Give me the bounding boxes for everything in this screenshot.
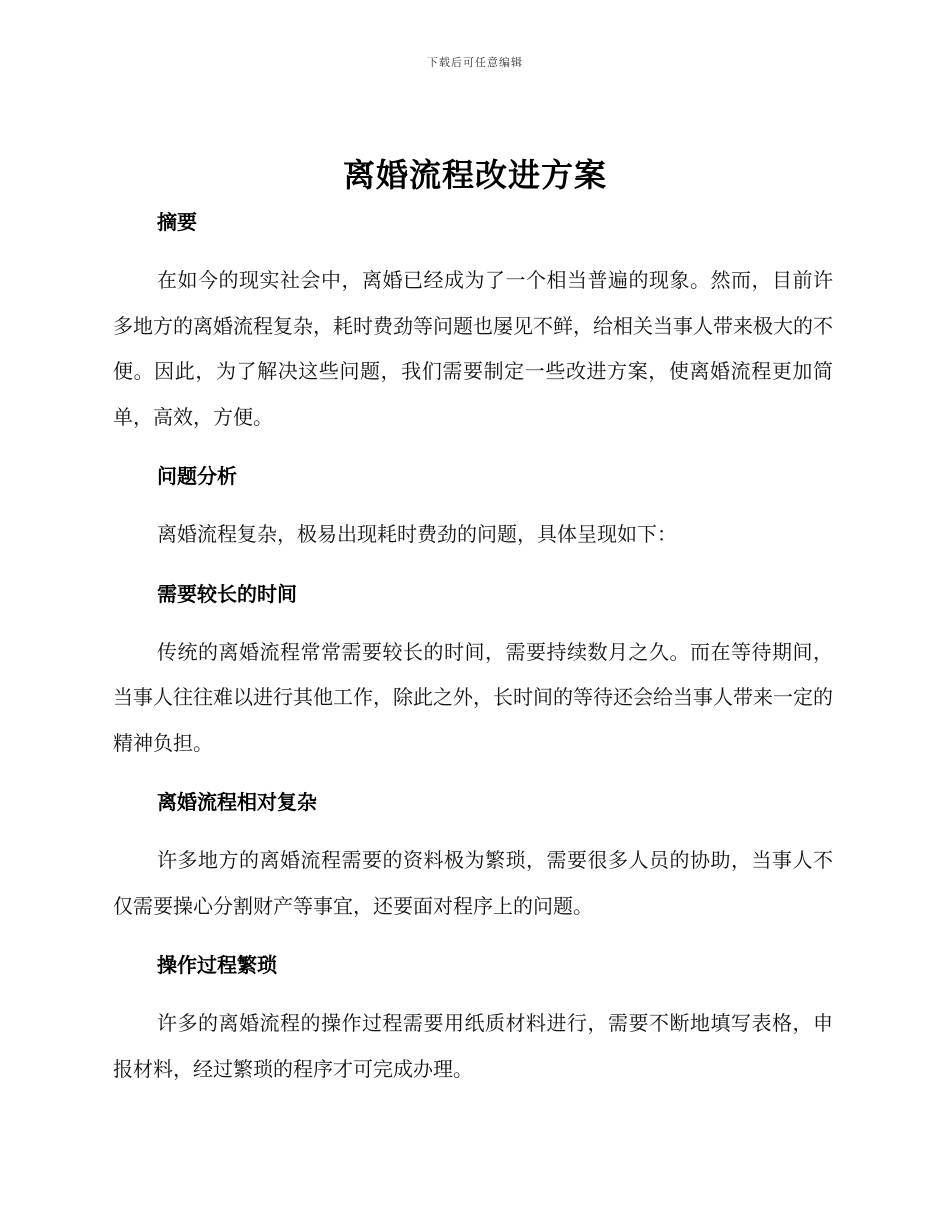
document-title: 离婚流程改进方案 [342, 156, 607, 194]
header-note: 下载后可任意编辑 [427, 56, 523, 69]
section-heading-tedious-operation: 操作过程繁琐 [157, 953, 277, 977]
section-body-abstract: 在如今的现实社会中，离婚已经成为了一个相当普遍的现象。然而，目前许多地方的离婚流程复杂，耗时费劲等问题也屡见不鲜，给相关当事人带来极大的不便。因此，为了解决这些问题，我们需要制定一些改进方案，使离婚流程更加简单，高效，方便。 [113, 268, 833, 429]
section-heading-complex-process: 离婚流程相对复杂 [157, 790, 317, 814]
section-body-long-time: 传统的离婚流程常常需要较长的时间，需要持续数月之久。而在等待期间，当事人往往难以进行其他工作，除此之外，长时间的等待还会给当事人带来一定的精神负担。 [113, 639, 833, 755]
section-heading-problem-analysis: 问题分析 [157, 464, 237, 488]
section-body-complex-process: 许多地方的离婚流程需要的资料极为繁琐，需要很多人员的协助，当事人不仅需要操心分割财产等事宜，还要面对程序上的问题。 [113, 848, 833, 918]
section-heading-long-time: 需要较长的时间 [157, 581, 297, 606]
section-body-tedious-operation: 许多的离婚流程的操作过程需要用纸质材料进行，需要不断地填写表格，申报材料，经过繁琐的程序才可完成办理。 [113, 1011, 833, 1081]
section-heading-abstract: 摘要 [157, 210, 197, 234]
document-body [113, 200, 833, 1092]
section-body-problem-analysis: 离婚流程复杂，极易出现耗时费劲的问题，具体呈现如下： [157, 522, 677, 546]
